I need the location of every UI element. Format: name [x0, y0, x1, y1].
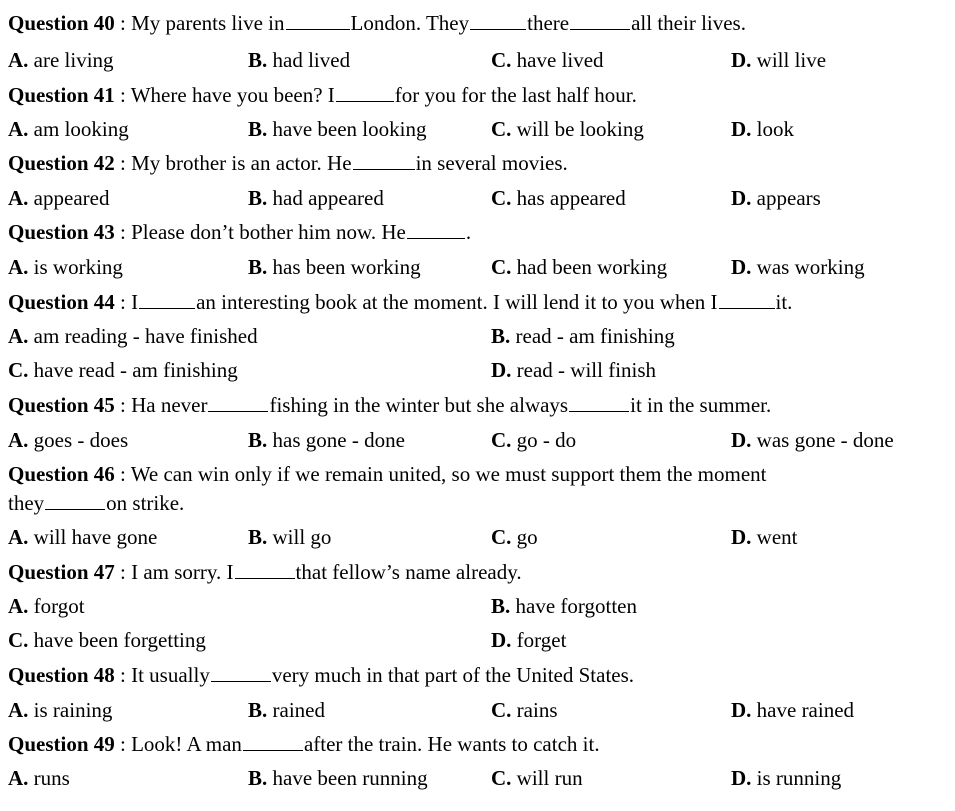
question-text: they [8, 491, 45, 515]
option-letter: C. [491, 766, 512, 790]
option-b[interactable] [248, 48, 350, 72]
option-d[interactable] [731, 698, 854, 722]
question-text: there [527, 11, 570, 35]
option-text: was working [756, 255, 865, 279]
option-letter: A. [8, 698, 29, 722]
option-c[interactable] [491, 698, 558, 722]
option-text: will be looking [516, 117, 644, 141]
option-letter: D. [491, 358, 512, 382]
option-letter: D. [491, 628, 512, 652]
option-letter: D. [731, 766, 752, 790]
question-48 [8, 663, 951, 687]
option-b[interactable] [248, 766, 428, 790]
option-text: have been running [272, 766, 428, 790]
answer-blank[interactable] [407, 222, 465, 239]
question-49 [8, 732, 951, 756]
question-label: Question 40 [8, 11, 115, 35]
options-49 [8, 766, 951, 790]
answer-blank[interactable] [719, 292, 775, 309]
option-d[interactable] [731, 255, 865, 279]
option-letter: D. [731, 186, 752, 210]
question-text: an interesting book at the moment. I will lend it to you when I [196, 290, 718, 314]
answer-blank[interactable] [139, 292, 195, 309]
options-40 [8, 48, 951, 72]
question-42 [8, 151, 951, 175]
option-text: go [516, 525, 538, 549]
option-letter: C. [8, 628, 29, 652]
option-b[interactable] [248, 117, 426, 141]
option-c[interactable] [491, 48, 604, 72]
option-letter: A. [8, 324, 29, 348]
option-c[interactable] [491, 117, 644, 141]
question-label: Question 46 [8, 462, 115, 486]
question-text: We can win only if we remain united, so we must support them the moment [130, 462, 767, 486]
question-text: Where have you been? I [130, 83, 335, 107]
colon: : [114, 220, 132, 244]
options-47-row1 [8, 594, 951, 618]
question-text: for you for the last half hour. [394, 83, 637, 107]
option-letter: B. [248, 48, 268, 72]
question-text: all their lives. [631, 11, 746, 35]
question-label: Question 42 [8, 151, 115, 175]
option-letter: D. [731, 525, 752, 549]
option-letter: A. [8, 525, 29, 549]
colon: : [114, 393, 132, 417]
option-text: rained [272, 698, 325, 722]
question-label: Question 48 [8, 663, 115, 687]
options-42 [8, 186, 951, 210]
question-46-continued [8, 491, 951, 515]
option-letter: B. [248, 255, 268, 279]
option-text: was gone - done [756, 428, 894, 452]
option-c[interactable] [491, 525, 538, 549]
option-letter: D. [731, 698, 752, 722]
option-b[interactable] [248, 255, 421, 279]
option-a[interactable] [8, 48, 114, 72]
answer-blank[interactable] [286, 13, 350, 30]
option-text: runs [33, 766, 70, 790]
option-d[interactable] [731, 48, 826, 72]
option-text: forgot [33, 594, 85, 618]
option-b[interactable] [248, 186, 384, 210]
option-c[interactable] [8, 358, 238, 382]
option-letter: C. [491, 48, 512, 72]
question-text: Please don’t bother him now. He [131, 220, 406, 244]
option-letter: B. [248, 428, 268, 452]
question-text: Ha never [131, 393, 208, 417]
option-text: have rained [756, 698, 855, 722]
option-a[interactable] [8, 594, 85, 618]
option-text: read - am finishing [515, 324, 675, 348]
option-letter: B. [248, 525, 268, 549]
option-b[interactable] [248, 428, 405, 452]
option-letter: B. [491, 594, 511, 618]
question-text: fishing in the winter but she always [269, 393, 569, 417]
answer-blank[interactable] [235, 562, 295, 579]
option-letter: C. [491, 428, 512, 452]
option-text: look [756, 117, 795, 141]
option-text: am looking [33, 117, 129, 141]
question-text: I [131, 290, 139, 314]
answer-blank[interactable] [570, 13, 630, 30]
answer-blank[interactable] [336, 85, 394, 102]
option-text: has appeared [516, 186, 626, 210]
options-44-row2 [8, 358, 951, 382]
option-b[interactable] [248, 698, 325, 722]
colon: : [114, 462, 131, 486]
question-label: Question 45 [8, 393, 115, 417]
question-text: London. They [350, 11, 470, 35]
option-d[interactable] [731, 117, 794, 141]
option-letter: B. [491, 324, 511, 348]
question-46 [8, 462, 951, 486]
question-45 [8, 393, 951, 417]
option-text: have lived [516, 48, 604, 72]
answer-blank[interactable] [353, 153, 415, 170]
option-text: have been looking [272, 117, 427, 141]
option-d[interactable] [731, 766, 841, 790]
option-text: went [756, 525, 798, 549]
option-text: will live [756, 48, 827, 72]
options-41 [8, 117, 951, 141]
question-41 [8, 83, 951, 107]
option-text: will go [272, 525, 332, 549]
option-text: will run [516, 766, 583, 790]
option-letter: C. [8, 358, 29, 382]
option-c[interactable] [491, 255, 667, 279]
option-c[interactable] [491, 766, 583, 790]
option-c[interactable] [8, 628, 206, 652]
option-d[interactable] [491, 628, 566, 652]
option-letter: B. [248, 117, 268, 141]
question-text: My brother is an actor. He [131, 151, 352, 175]
question-text: My parents live in [131, 11, 285, 35]
question-47 [8, 560, 951, 584]
option-d[interactable] [731, 525, 798, 549]
option-d[interactable] [731, 186, 821, 210]
answer-blank[interactable] [243, 734, 303, 751]
option-letter: C. [491, 117, 512, 141]
question-43 [8, 220, 951, 244]
option-a[interactable] [8, 525, 157, 549]
option-letter: B. [248, 766, 268, 790]
question-label: Question 41 [8, 83, 115, 107]
option-b[interactable] [491, 594, 637, 618]
question-text: It usually [131, 663, 210, 687]
question-text: Look! A man [131, 732, 242, 756]
option-text: read - will finish [516, 358, 657, 382]
option-c[interactable] [491, 186, 626, 210]
options-44-row1 [8, 324, 951, 348]
option-text: has gone - done [272, 428, 405, 452]
option-letter: D. [731, 117, 752, 141]
option-letter: A. [8, 255, 29, 279]
question-44 [8, 290, 951, 314]
option-text: is raining [33, 698, 113, 722]
question-text: it in the summer. [630, 393, 772, 417]
option-a[interactable] [8, 428, 128, 452]
answer-blank[interactable] [470, 13, 526, 30]
option-letter: B. [248, 186, 268, 210]
option-a[interactable] [8, 698, 112, 722]
answer-blank[interactable] [208, 395, 268, 412]
question-text: after the train. He wants to catch it. [303, 732, 600, 756]
option-letter: A. [8, 594, 29, 618]
colon: : [114, 732, 132, 756]
option-text: had appeared [272, 186, 384, 210]
colon: : [114, 151, 132, 175]
option-letter: D. [731, 428, 752, 452]
option-a[interactable] [8, 186, 109, 210]
option-a[interactable] [8, 766, 70, 790]
option-letter: C. [491, 525, 512, 549]
option-letter: C. [491, 698, 512, 722]
option-text: appeared [33, 186, 110, 210]
option-d[interactable] [491, 358, 656, 382]
question-text: it. [775, 290, 793, 314]
option-text: are living [33, 48, 114, 72]
option-text: go - do [516, 428, 577, 452]
option-letter: B. [248, 698, 268, 722]
option-text: will have gone [33, 525, 158, 549]
question-text: I am sorry. I [131, 560, 234, 584]
option-a[interactable] [8, 324, 258, 348]
option-text: am reading - have finished [33, 324, 258, 348]
question-text: in several movies. [415, 151, 568, 175]
option-text: forget [516, 628, 567, 652]
question-text: that fellow’s name already. [295, 560, 522, 584]
options-46 [8, 525, 951, 549]
option-letter: A. [8, 186, 29, 210]
option-letter: A. [8, 48, 29, 72]
options-43 [8, 255, 951, 279]
option-b[interactable] [248, 525, 331, 549]
question-40 [8, 11, 951, 35]
option-text: is running [756, 766, 842, 790]
option-letter: A. [8, 117, 29, 141]
option-letter: A. [8, 428, 29, 452]
answer-blank[interactable] [569, 395, 629, 412]
option-letter: C. [491, 255, 512, 279]
option-b[interactable] [491, 324, 675, 348]
option-text: appears [756, 186, 821, 210]
option-letter: D. [731, 48, 752, 72]
option-text: rains [516, 698, 558, 722]
option-text: had lived [272, 48, 351, 72]
options-48 [8, 698, 951, 722]
option-c[interactable] [491, 428, 576, 452]
option-text: is working [33, 255, 123, 279]
question-label: Question 44 [8, 290, 115, 314]
question-text: on strike. [106, 491, 185, 515]
option-d[interactable] [731, 428, 894, 452]
option-text: have been forgetting [33, 628, 206, 652]
colon: : [114, 83, 131, 107]
option-text: have forgotten [515, 594, 638, 618]
option-a[interactable] [8, 117, 129, 141]
question-text: very much in that part of the United States. [271, 663, 635, 687]
option-letter: D. [731, 255, 752, 279]
option-text: had been working [516, 255, 668, 279]
answer-blank[interactable] [45, 493, 105, 510]
option-a[interactable] [8, 255, 123, 279]
colon: : [114, 290, 132, 314]
colon: : [114, 663, 132, 687]
answer-blank[interactable] [211, 665, 271, 682]
question-label: Question 47 [8, 560, 115, 584]
option-letter: C. [491, 186, 512, 210]
question-label: Question 43 [8, 220, 115, 244]
option-text: have read - am finishing [33, 358, 238, 382]
question-label: Question 49 [8, 732, 115, 756]
option-text: has been working [272, 255, 421, 279]
colon: : [114, 560, 132, 584]
options-45 [8, 428, 951, 452]
colon: : [114, 11, 132, 35]
question-text: . [465, 220, 472, 244]
option-letter: A. [8, 766, 29, 790]
option-text: goes - does [33, 428, 129, 452]
options-47-row2 [8, 628, 951, 652]
